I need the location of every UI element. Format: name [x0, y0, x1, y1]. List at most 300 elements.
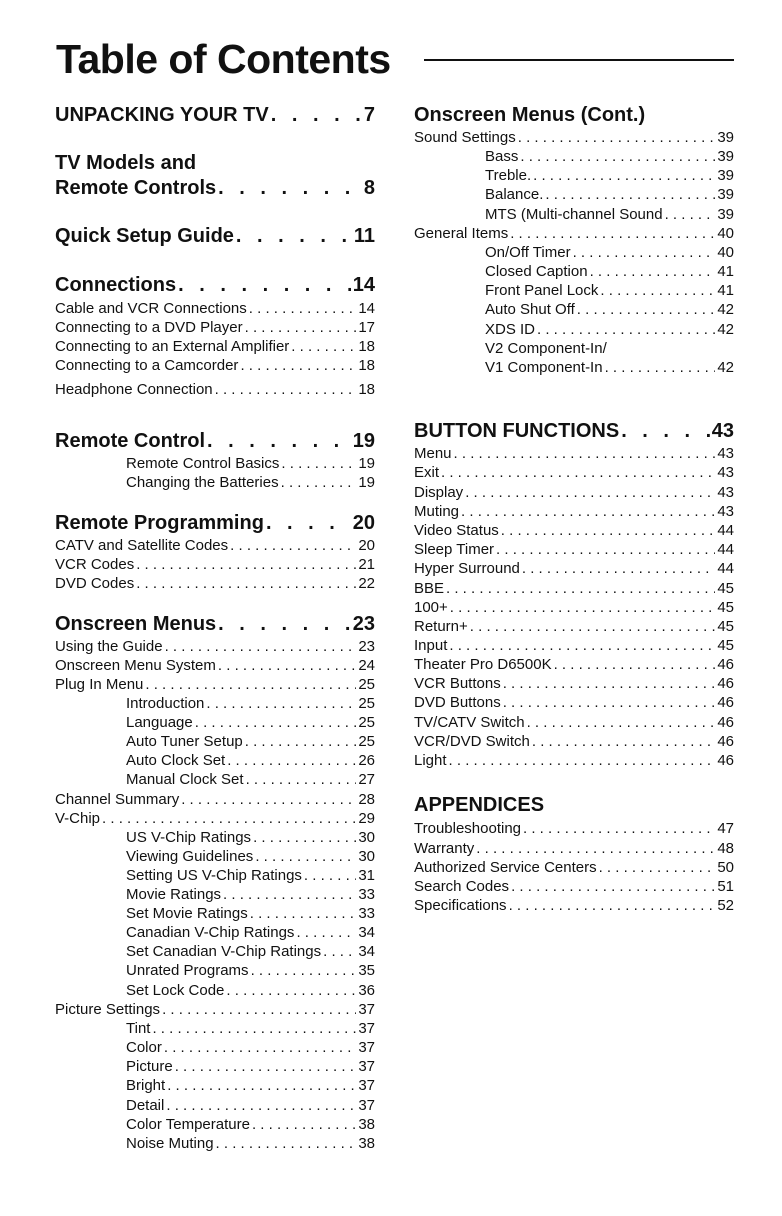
- toc-entry[interactable]: [414, 445, 734, 462]
- toc-entry-label: Picture Settings: [55, 1001, 161, 1018]
- dot-leader: [251, 962, 357, 979]
- toc-entry[interactable]: [414, 820, 734, 837]
- toc-page-number: 51: [717, 878, 734, 895]
- dot-leader: [164, 1039, 356, 1056]
- toc-entry-label: Onscreen Menus: [55, 613, 217, 635]
- dot-leader: [449, 637, 715, 654]
- toc-entry-label: Auto Shut Off: [485, 301, 575, 318]
- toc-page-number: 43: [717, 503, 734, 520]
- dot-leader: [621, 420, 710, 443]
- dot-leader: [226, 982, 356, 999]
- dot-leader: [520, 148, 715, 165]
- dot-leader: [554, 656, 716, 673]
- toc-entry-label: Canadian V-Chip Ratings: [126, 924, 295, 941]
- dot-leader: [102, 810, 356, 827]
- dot-leader: [441, 464, 715, 481]
- toc-entry-label: Using the Guide: [55, 638, 163, 655]
- dot-leader: [503, 694, 716, 711]
- toc-page-number: 40: [717, 244, 734, 261]
- toc-entry-label: Connecting to an External Amplifier: [55, 338, 290, 355]
- toc-entry[interactable]: [414, 359, 734, 376]
- toc-entry-label: Noise Muting: [126, 1135, 214, 1152]
- dot-leader: [281, 455, 356, 472]
- toc-entry-label: Color Temperature: [126, 1116, 250, 1133]
- toc-entry[interactable]: [414, 522, 734, 539]
- toc-entry-label: BBE: [414, 580, 445, 597]
- toc-entry-label: Bright: [126, 1077, 166, 1094]
- toc-entry-label: Exit: [414, 464, 440, 481]
- toc-page-number: 43: [717, 445, 734, 462]
- toc-page-number: 43: [717, 484, 734, 501]
- dot-leader: [503, 675, 716, 692]
- dot-leader: [215, 381, 357, 398]
- toc-page-number: 30: [358, 829, 375, 846]
- dot-leader: [454, 445, 716, 462]
- toc-entry[interactable]: [414, 321, 734, 338]
- toc-entry[interactable]: [55, 1001, 375, 1018]
- toc-entry-label: DVD Buttons: [414, 694, 501, 711]
- toc-entry[interactable]: [55, 1077, 375, 1094]
- dot-leader: [206, 695, 356, 712]
- dot-leader: [465, 484, 715, 501]
- toc-entry[interactable]: [414, 733, 734, 750]
- toc-page-number: 19: [358, 474, 375, 491]
- dot-leader: [523, 820, 715, 837]
- toc-page-number: 39: [717, 167, 734, 184]
- toc-entry[interactable]: [414, 282, 734, 299]
- dot-leader: [162, 1001, 356, 1018]
- dot-leader: [470, 618, 716, 635]
- dot-leader: [166, 1097, 356, 1114]
- toc-page-number: 41: [717, 263, 734, 280]
- toc-page-number: 14: [358, 300, 375, 317]
- toc-entry-label: Unrated Programs: [126, 962, 249, 979]
- toc-entry[interactable]: [55, 924, 375, 941]
- toc-entry-label: Video Status: [414, 522, 499, 539]
- toc-section-entry[interactable]: [55, 177, 375, 200]
- toc-page-number: 46: [717, 675, 734, 692]
- dot-leader: [323, 943, 356, 960]
- toc-entry[interactable]: [55, 810, 375, 827]
- toc-entry[interactable]: [414, 694, 734, 711]
- toc-section-entry[interactable]: [55, 225, 375, 248]
- toc-entry-label: TV/CATV Switch: [414, 714, 525, 731]
- dot-leader: [271, 104, 362, 127]
- toc-entry[interactable]: [414, 541, 734, 558]
- toc-entry[interactable]: [55, 733, 375, 750]
- toc-section-entry[interactable]: [55, 274, 375, 297]
- toc-entry[interactable]: [414, 484, 734, 501]
- dot-leader: [253, 829, 356, 846]
- toc-page-number: 39: [717, 148, 734, 165]
- toc-entry[interactable]: [414, 580, 734, 597]
- dot-leader: [496, 541, 715, 558]
- toc-entry-label: Connecting to a DVD Player: [55, 319, 243, 336]
- toc-entry[interactable]: [414, 560, 734, 577]
- toc-entry[interactable]: [414, 225, 734, 242]
- toc-entry-label: Theater Pro D6500K: [414, 656, 552, 673]
- toc-entry-label: Input: [414, 637, 448, 654]
- toc-page-number: 25: [358, 695, 375, 712]
- toc-entry-label: BUTTON FUNCTIONS: [414, 420, 620, 442]
- toc-page-number: 34: [358, 924, 375, 941]
- toc-entry-label: UNPACKING YOUR TV: [55, 104, 269, 126]
- toc-page-number: 38: [358, 1116, 375, 1133]
- toc-section-entry[interactable]: [414, 420, 734, 443]
- toc-page-number: 11: [353, 225, 375, 247]
- toc-entry[interactable]: [55, 943, 375, 960]
- toc-entry-label: Language: [126, 714, 193, 731]
- toc-entry-label: V2 Component-In/: [485, 340, 607, 357]
- dot-leader: [252, 1116, 356, 1133]
- toc-entry-label: VCR Buttons: [414, 675, 501, 692]
- toc-entry[interactable]: [55, 556, 375, 573]
- toc-section-heading[interactable]: TV Models and: [55, 152, 197, 174]
- dot-leader: [522, 560, 715, 577]
- toc-entry-label: Light: [414, 752, 447, 769]
- dot-leader: [281, 474, 357, 491]
- toc-page-number: 22: [358, 575, 375, 592]
- toc-entry-label: Movie Ratings: [126, 886, 222, 903]
- dot-leader: [449, 752, 716, 769]
- toc-entry-label: 100+: [414, 599, 448, 616]
- toc-entry-label: Set Lock Code: [126, 982, 225, 999]
- toc-entry[interactable]: [55, 771, 375, 788]
- toc-entry-label: Plug In Menu: [55, 676, 144, 693]
- toc-page-number: 18: [358, 338, 375, 355]
- toc-entry[interactable]: [414, 599, 734, 616]
- dot-leader: [291, 338, 356, 355]
- toc-entry[interactable]: [55, 982, 375, 999]
- toc-entry-label: Auto Clock Set: [126, 752, 226, 769]
- toc-entry[interactable]: [55, 455, 375, 472]
- toc-entry-label: Channel Summary: [55, 791, 180, 808]
- toc-page-number: 40: [717, 225, 734, 242]
- dot-leader: [476, 840, 715, 857]
- toc-entry-label: Return+: [414, 618, 468, 635]
- dot-leader: [532, 733, 715, 750]
- toc-page-number: 23: [352, 613, 375, 635]
- toc-page-number: 46: [717, 714, 734, 731]
- page-title: Table of Contents: [56, 36, 391, 82]
- dot-leader: [450, 599, 716, 616]
- toc-entry[interactable]: [55, 474, 375, 491]
- dot-leader: [577, 301, 716, 318]
- toc-page-number: 42: [717, 321, 734, 338]
- toc-entry-label: Troubleshooting: [414, 820, 522, 837]
- toc-page-number: 33: [358, 905, 375, 922]
- toc-entry-label: Cable and VCR Connections: [55, 300, 247, 317]
- toc-page-number: 39: [717, 186, 734, 203]
- toc-entry-label: Viewing Guidelines: [126, 848, 254, 865]
- toc-entry[interactable]: [414, 263, 734, 280]
- toc-entry-label: Remote Control Basics: [126, 455, 280, 472]
- toc-entry-label: Muting: [414, 503, 460, 520]
- toc-entry[interactable]: [414, 637, 734, 654]
- toc-entry[interactable]: [55, 1039, 375, 1056]
- toc-page-number: 47: [717, 820, 734, 837]
- toc-section-entry[interactable]: [55, 613, 375, 636]
- toc-entry-label: XDS ID: [485, 321, 536, 338]
- dot-leader: [223, 886, 356, 903]
- toc-page-number: 39: [717, 129, 734, 146]
- toc-entry-label: Bass: [485, 148, 519, 165]
- toc-entry[interactable]: [414, 206, 734, 223]
- toc-entry[interactable]: [55, 886, 375, 903]
- dot-leader: [461, 503, 715, 520]
- toc-entry-label: Tint: [126, 1020, 151, 1037]
- dot-leader: [665, 206, 716, 223]
- toc-page-number: 17: [358, 319, 375, 336]
- dot-leader: [136, 556, 356, 573]
- toc-entry[interactable]: [55, 657, 375, 674]
- toc-entry[interactable]: [55, 962, 375, 979]
- toc-page-number: 19: [352, 430, 375, 452]
- dot-leader: [227, 752, 356, 769]
- dot-leader: [446, 580, 715, 597]
- toc-page-number: 44: [717, 522, 734, 539]
- dot-leader: [181, 791, 356, 808]
- toc-entry[interactable]: [414, 340, 734, 357]
- dot-leader: [165, 638, 357, 655]
- toc-entry-label: DVD Codes: [55, 575, 135, 592]
- toc-entry[interactable]: [55, 829, 375, 846]
- toc-entry[interactable]: [55, 676, 375, 693]
- toc-page-number: 44: [717, 560, 734, 577]
- dot-leader: [510, 225, 715, 242]
- toc-entry-label: VCR Codes: [55, 556, 135, 573]
- toc-entry-label: Quick Setup Guide: [55, 225, 234, 247]
- dot-leader: [167, 1077, 356, 1094]
- dot-leader: [230, 537, 356, 554]
- toc-entry-label: Connections: [55, 274, 177, 296]
- toc-entry[interactable]: [414, 840, 734, 857]
- toc-page-number: 18: [358, 357, 375, 374]
- toc-entry-label: V1 Component-In: [485, 359, 603, 376]
- toc-page-number: 43: [711, 420, 734, 442]
- dot-leader: [245, 733, 357, 750]
- toc-entry[interactable]: [55, 575, 375, 592]
- dot-leader: [304, 867, 356, 884]
- toc-page-number: 46: [717, 656, 734, 673]
- toc-entry[interactable]: [55, 1116, 375, 1133]
- toc-page-number: 24: [358, 657, 375, 674]
- toc-page-number: 37: [358, 1077, 375, 1094]
- toc-page-number: 37: [358, 1020, 375, 1037]
- toc-entry[interactable]: [414, 897, 734, 914]
- toc-entry-label: CATV and Satellite Codes: [55, 537, 229, 554]
- toc-section-entry[interactable]: [55, 430, 375, 453]
- dot-leader: [573, 244, 716, 261]
- toc-entry-label: Remote Control: [55, 430, 205, 452]
- toc-page-number: 8: [363, 177, 375, 199]
- toc-entry-label: Connecting to a Camcorder: [55, 357, 239, 374]
- dot-leader: [533, 167, 715, 184]
- dot-leader: [218, 657, 356, 674]
- toc-entry[interactable]: [55, 319, 375, 336]
- toc-page-number: 21: [358, 556, 375, 573]
- toc-entry-label: Changing the Batteries: [126, 474, 279, 491]
- toc-page-number: 42: [717, 301, 734, 318]
- toc-section-heading[interactable]: APPENDICES: [414, 794, 545, 816]
- toc-entry-label: Treble.: [485, 167, 532, 184]
- toc-entry-label: V-Chip: [55, 810, 101, 827]
- toc-entry-label: Remote Controls: [55, 177, 217, 199]
- toc-page-number: 45: [717, 637, 734, 654]
- toc-entry-label: Authorized Service Centers: [414, 859, 597, 876]
- toc-page-number: 26: [358, 752, 375, 769]
- toc-page-number: 48: [717, 840, 734, 857]
- toc-entry-label: Hyper Surround: [414, 560, 520, 577]
- toc-entry[interactable]: [414, 186, 734, 203]
- toc-page-number: 7: [363, 104, 375, 126]
- toc-section-entry[interactable]: [55, 104, 375, 127]
- toc-page-number: 37: [358, 1039, 375, 1056]
- toc-section-entry[interactable]: [55, 512, 375, 535]
- toc-entry[interactable]: [55, 791, 375, 808]
- dot-leader: [207, 430, 351, 453]
- toc-entry[interactable]: [55, 357, 375, 374]
- toc-page-number: 45: [717, 618, 734, 635]
- toc-entry[interactable]: [414, 148, 734, 165]
- toc-page-number: 25: [358, 676, 375, 693]
- toc-entry-label: Display: [414, 484, 464, 501]
- toc-page-number: 23: [358, 638, 375, 655]
- toc-page-number: 31: [358, 867, 375, 884]
- toc-entry[interactable]: [55, 638, 375, 655]
- toc-entry[interactable]: [55, 714, 375, 731]
- toc-entry-label: Specifications: [414, 897, 507, 914]
- toc-page-number: 39: [717, 206, 734, 223]
- toc-page-number: 33: [358, 886, 375, 903]
- toc-entry-label: On/Off Timer: [485, 244, 571, 261]
- toc-entry[interactable]: [55, 300, 375, 317]
- toc-entry[interactable]: [55, 338, 375, 355]
- toc-page-number: 19: [358, 455, 375, 472]
- dot-leader: [255, 848, 356, 865]
- toc-entry-label: General Items: [414, 225, 509, 242]
- toc-entry-label: Setting US V-Chip Ratings: [126, 867, 302, 884]
- toc-entry-label: Search Codes: [414, 878, 510, 895]
- toc-section-heading[interactable]: Onscreen Menus (Cont.): [414, 104, 646, 126]
- toc-page-number: 30: [358, 848, 375, 865]
- toc-entry[interactable]: [55, 1097, 375, 1114]
- dot-leader: [218, 177, 362, 200]
- toc-page-number: 38: [358, 1135, 375, 1152]
- toc-page-number: 50: [717, 859, 734, 876]
- toc-entry[interactable]: [55, 537, 375, 554]
- toc-entry-label: Warranty: [414, 840, 475, 857]
- toc-entry[interactable]: [55, 695, 375, 712]
- dot-leader: [509, 897, 716, 914]
- toc-entry-label: Introduction: [126, 695, 205, 712]
- toc-entry-label: US V-Chip Ratings: [126, 829, 252, 846]
- dot-leader: [545, 186, 715, 203]
- toc-entry[interactable]: [55, 867, 375, 884]
- dot-leader: [501, 522, 716, 539]
- toc-entry-label: Balance.: [485, 186, 544, 203]
- toc-page-number: 25: [358, 714, 375, 731]
- toc-entry-label: Set Canadian V-Chip Ratings: [126, 943, 322, 960]
- toc-entry-label: Menu: [414, 445, 452, 462]
- toc-entry[interactable]: [55, 905, 375, 922]
- dot-leader: [296, 924, 356, 941]
- toc-page-number: 37: [358, 1058, 375, 1075]
- toc-page-number: 25: [358, 733, 375, 750]
- dot-leader: [145, 676, 356, 693]
- toc-entry-label: Set Movie Ratings: [126, 905, 248, 922]
- dot-leader: [599, 859, 716, 876]
- toc-page-number: 44: [717, 541, 734, 558]
- toc-entry-label: Picture: [126, 1058, 173, 1075]
- dot-leader: [590, 263, 716, 280]
- toc-entry[interactable]: [414, 503, 734, 520]
- toc-entry[interactable]: [414, 301, 734, 318]
- toc-entry[interactable]: [414, 878, 734, 895]
- toc-entry-label: Manual Clock Set: [126, 771, 244, 788]
- toc-entry-label: MTS (Multi-channel Sound: [485, 206, 663, 223]
- toc-entry[interactable]: [55, 752, 375, 769]
- toc-entry[interactable]: [55, 1020, 375, 1037]
- dot-leader: [240, 357, 356, 374]
- dot-leader: [266, 512, 351, 535]
- toc-entry[interactable]: [414, 675, 734, 692]
- toc-page-number: 37: [358, 1001, 375, 1018]
- dot-leader: [518, 129, 716, 146]
- toc-page-number: 46: [717, 752, 734, 769]
- toc-entry[interactable]: [414, 464, 734, 481]
- toc-page-number: 29: [358, 810, 375, 827]
- toc-entry[interactable]: [414, 244, 734, 261]
- toc-entry[interactable]: [414, 859, 734, 876]
- dot-leader: [236, 225, 352, 248]
- toc-entry[interactable]: [55, 848, 375, 865]
- dot-leader: [195, 714, 357, 731]
- toc-page-number: 37: [358, 1097, 375, 1114]
- toc-page-number: 46: [717, 733, 734, 750]
- toc-page-number: 52: [717, 897, 734, 914]
- toc-entry[interactable]: [55, 1135, 375, 1152]
- dot-leader: [175, 1058, 357, 1075]
- toc-page-number: 46: [717, 694, 734, 711]
- toc-entry[interactable]: [414, 714, 734, 731]
- toc-entry[interactable]: [414, 129, 734, 146]
- dot-leader: [136, 575, 356, 592]
- toc-entry-label: Sleep Timer: [414, 541, 495, 558]
- toc-entry[interactable]: [414, 752, 734, 769]
- dot-leader: [246, 771, 357, 788]
- toc-page-number: 41: [717, 282, 734, 299]
- toc-entry-label: Auto Tuner Setup: [126, 733, 243, 750]
- toc-entry[interactable]: [55, 1058, 375, 1075]
- dot-leader: [245, 319, 357, 336]
- toc-entry[interactable]: [55, 381, 375, 398]
- dot-leader: [600, 282, 715, 299]
- toc-entry[interactable]: [414, 656, 734, 673]
- dot-leader: [218, 613, 351, 636]
- dot-leader: [216, 1135, 357, 1152]
- toc-page-number: 45: [717, 580, 734, 597]
- toc-entry[interactable]: [414, 167, 734, 184]
- toc-entry-label: Color: [126, 1039, 162, 1056]
- toc-page-number: 35: [358, 962, 375, 979]
- toc-page-number: 36: [358, 982, 375, 999]
- toc-entry-label: Onscreen Menu System: [55, 657, 216, 674]
- dot-leader: [178, 274, 351, 297]
- dot-leader: [250, 905, 357, 922]
- toc-entry[interactable]: [414, 618, 734, 635]
- toc-page-number: 28: [358, 791, 375, 808]
